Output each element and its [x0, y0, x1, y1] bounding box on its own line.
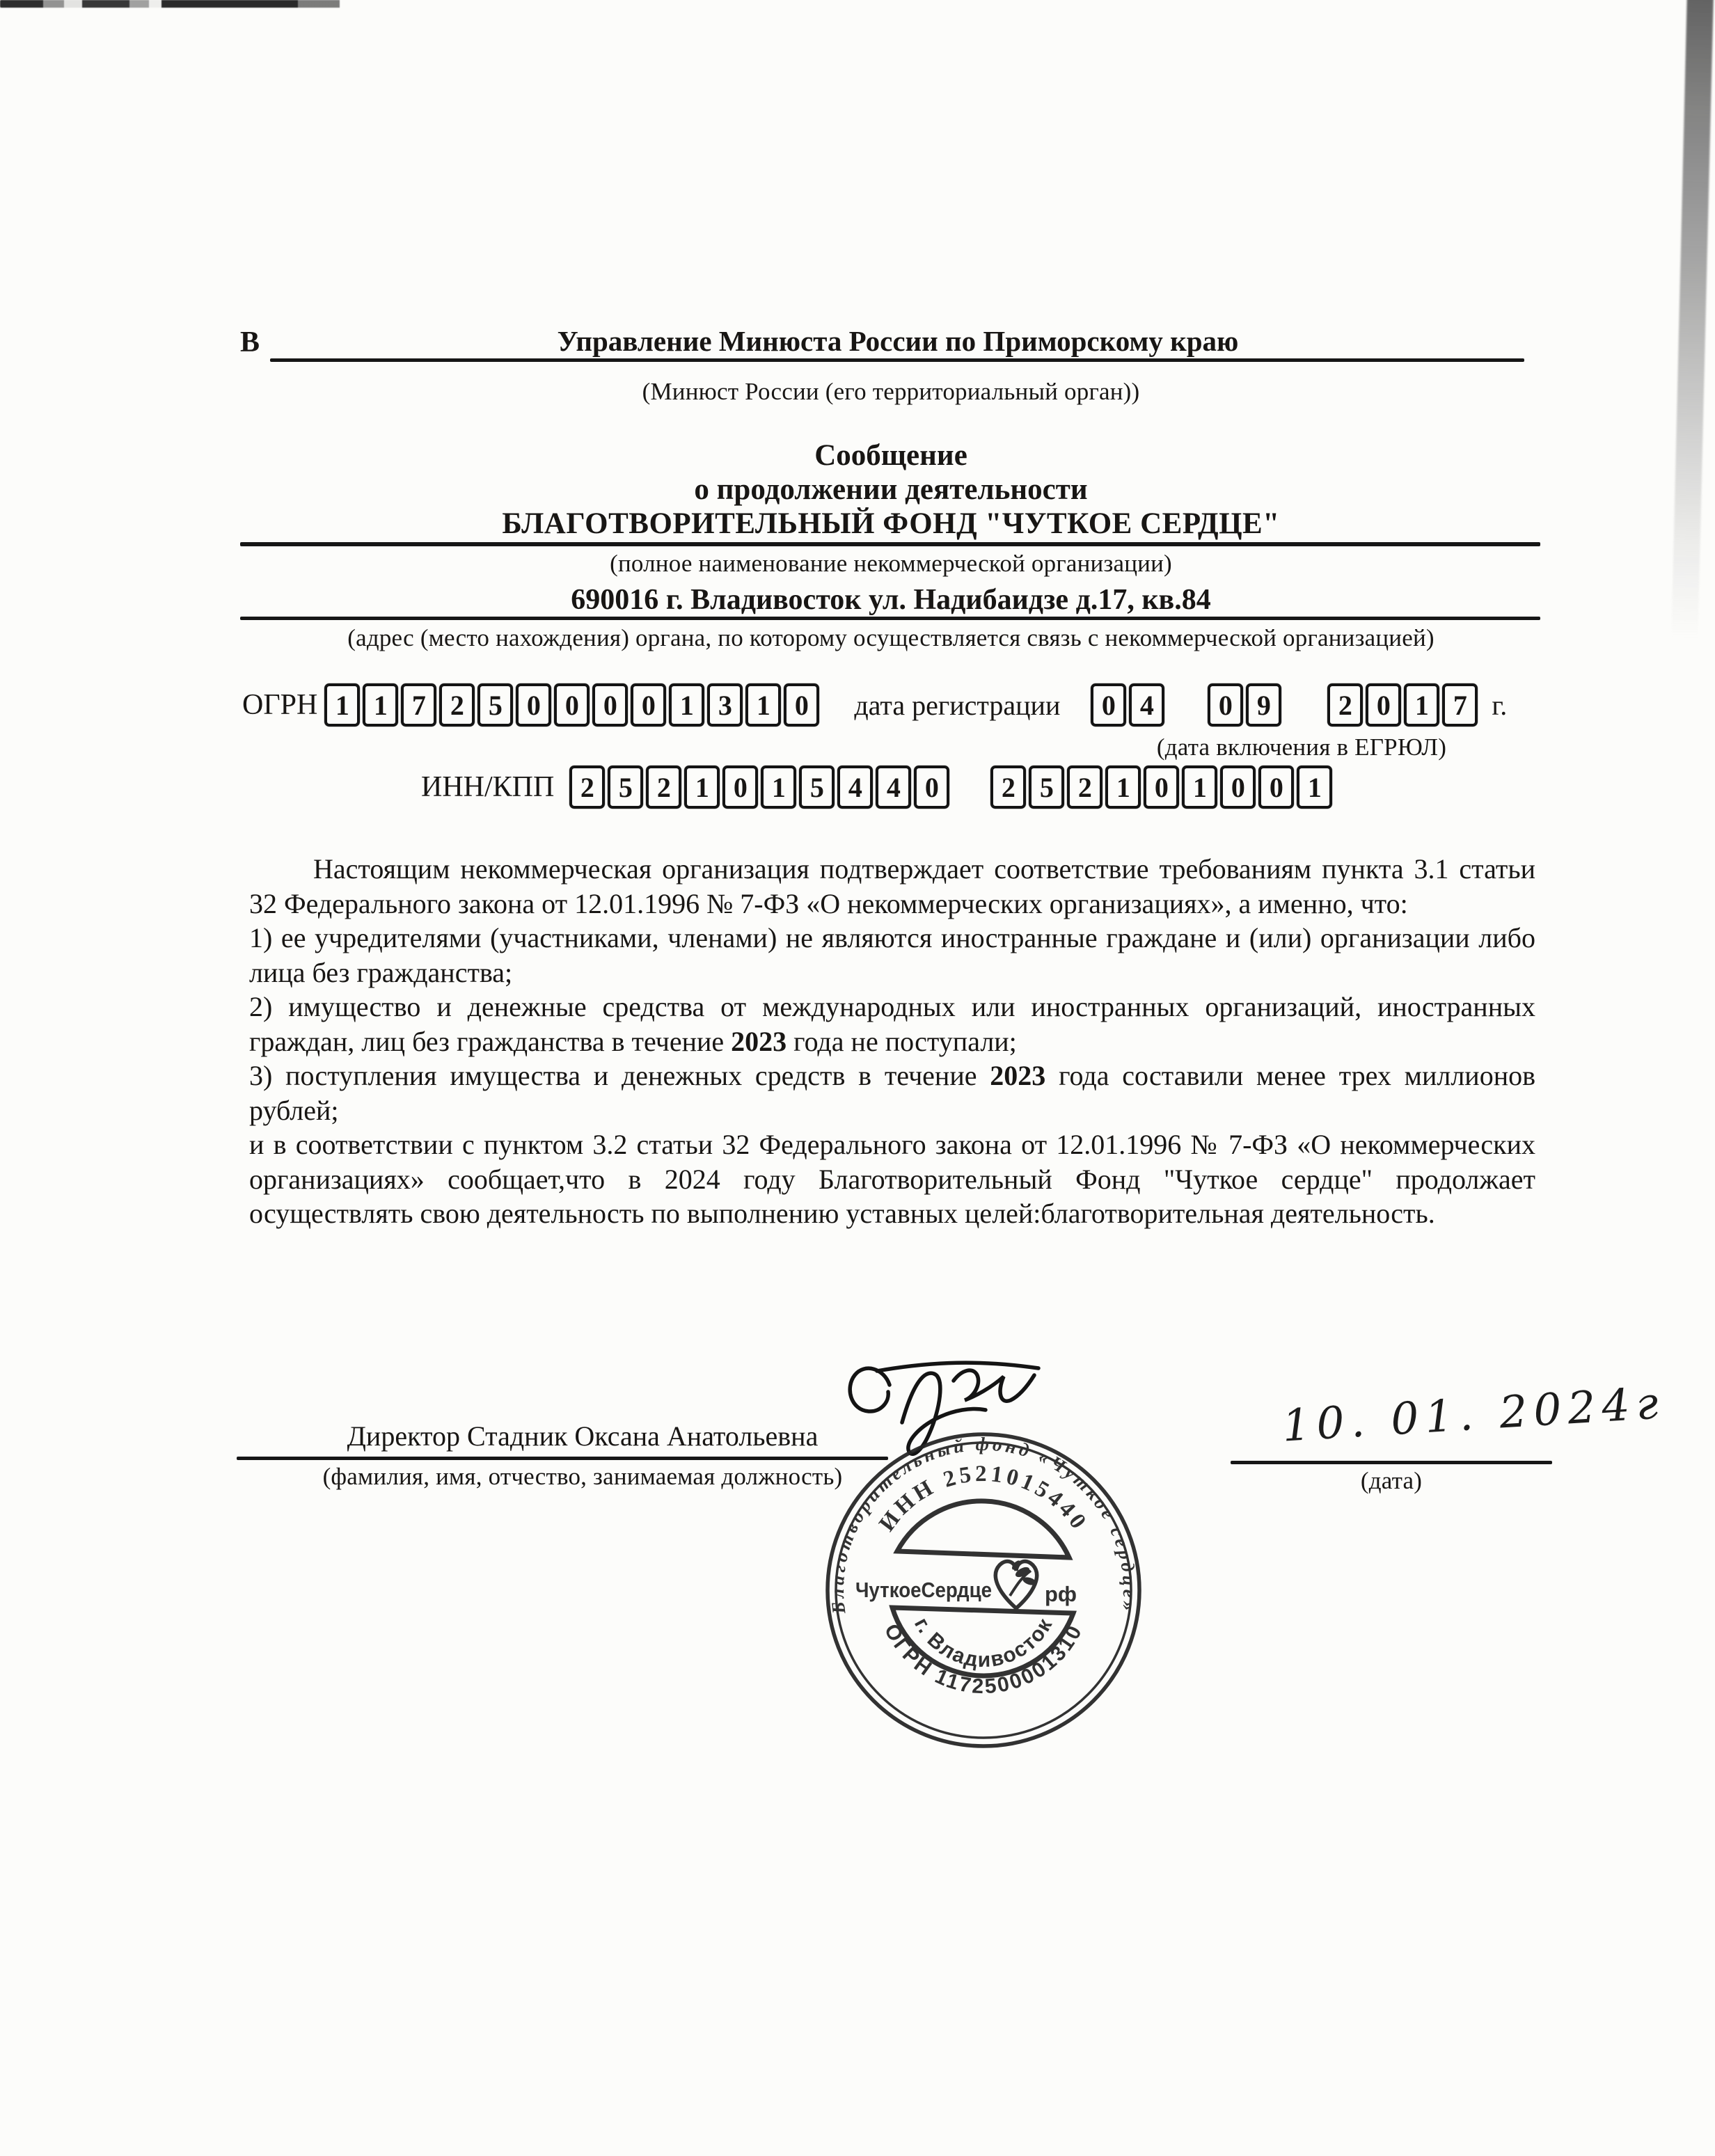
inn-digit-box: 0 — [722, 766, 758, 809]
stamp-logo-upper-segment — [897, 1501, 1069, 1557]
reg-year-digit-box: 7 — [1442, 683, 1478, 727]
innkpp-row — [421, 766, 1335, 809]
inn-digit-box: 1 — [761, 766, 796, 809]
item2-year: 2023 — [731, 1025, 787, 1057]
inn-digit-box: 2 — [569, 766, 605, 809]
organization-name: БЛАГОТВОРИТЕЛЬНЫЙ ФОНД "ЧУТКОЕ СЕРДЦЕ" — [502, 507, 1280, 540]
stamp-center-name: ЧуткоеСердце — [855, 1578, 992, 1602]
ogrn-label: ОГРН — [242, 689, 318, 721]
egrul-hint: (дата включения в ЕГРЮЛ) — [1156, 734, 1447, 761]
inn-digit-box: 5 — [799, 766, 835, 809]
kpp-digit-box: 2 — [990, 766, 1026, 809]
ogrn-digit-box: 1 — [669, 683, 704, 727]
organization-name-underline — [240, 542, 1540, 546]
recipient-underline — [270, 358, 1524, 362]
recipient-hint: (Минюст России (его территориальный орган)) — [642, 378, 1140, 405]
statement-closing: и в соответствии с пунктом 3.2 статьи 32 Федерального закона от 12.01.1996 № 7-ФЗ «О некоммерческих организациях» сообщает,что в 2024 году Благотворительный Фонд "Чуткое сердце" продолжает осуществлять свою деятельность по выполнению уставных целей:благотворительная деятельность. — [249, 1129, 1535, 1229]
signatory-name: Директор Стадник Оксана Анатольевна — [347, 1420, 819, 1452]
reg-day-digit-box: 0 — [1091, 683, 1126, 727]
stamp-center-domain: рф — [1045, 1582, 1077, 1606]
ogrn-digit-box: 0 — [516, 683, 551, 727]
ogrn-digit-box: 0 — [631, 683, 666, 727]
kpp-digit-box: 1 — [1105, 766, 1141, 809]
inn-digit-box: 4 — [837, 766, 873, 809]
ogrn-digit-box: 5 — [477, 683, 513, 727]
organization-address-hint: (адрес (место нахождения) органа, по которому осуществляется связь с некоммерческой организацией) — [347, 624, 1435, 651]
kpp-digit-box: 5 — [1029, 766, 1064, 809]
statement-body — [249, 852, 1535, 1231]
inn-digit-box: 5 — [608, 766, 643, 809]
reg-year-digit-box: 2 — [1327, 683, 1363, 727]
statement-intro: Настоящим некоммерческая организация подтверждает соответствие требованиям пункта 3.1 статьи 32 Федерального закона от 12.01.1996 № 7-ФЗ «О некоммерческих организациях», а именно, что: — [249, 853, 1535, 919]
kpp-digit-box: 0 — [1144, 766, 1179, 809]
scan-artifact-top-smudge — [0, 0, 370, 8]
inn-digit-box: 2 — [646, 766, 681, 809]
statement-item-3 — [249, 1059, 1535, 1127]
reg-day-digit-box: 4 — [1129, 683, 1164, 727]
kpp-digit-box: 1 — [1182, 766, 1217, 809]
signature-stroke — [850, 1368, 890, 1411]
kpp-digit-box: 0 — [1258, 766, 1294, 809]
ogrn-row — [242, 683, 1507, 727]
signature-hint: (фамилия, имя, отчество, занимаемая должность) — [322, 1463, 843, 1490]
document-title: Сообщение — [814, 439, 967, 472]
organization-address-underline — [240, 617, 1540, 620]
reg-month-digit-box: 9 — [1246, 683, 1281, 727]
inn-digit-box: 1 — [684, 766, 720, 809]
innkpp-label: ИНН/КПП — [421, 771, 555, 803]
registration-date-label: дата регистрации — [854, 689, 1061, 721]
stamp-city-arc: г. Владивосток — [909, 1613, 1058, 1672]
ogrn-digit-box: 1 — [363, 683, 398, 727]
kpp-digit-box: 2 — [1067, 766, 1102, 809]
year-suffix: г. — [1492, 689, 1508, 721]
reg-year-digit-box: 0 — [1366, 683, 1401, 727]
date-underline — [1231, 1461, 1552, 1464]
signature-underline — [237, 1457, 888, 1460]
handwritten-date: 10. 01. 2024г — [1281, 1377, 1666, 1452]
inn-digit-box: 4 — [876, 766, 911, 809]
ogrn-digit-box: 1 — [745, 683, 781, 727]
organization-address: 690016 г. Владивосток ул. Надибаидзе д.17, кв.84 — [571, 584, 1211, 616]
addressee-field-prefix: В — [240, 326, 260, 358]
stamp-ogrn-arc: ОГРН 1172500001310 — [879, 1619, 1088, 1699]
ogrn-digit-box: 0 — [784, 683, 819, 727]
inn-digit-box: 0 — [914, 766, 949, 809]
statement-item-2 — [249, 990, 1535, 1059]
item2-text: года не поступали; — [787, 1025, 1017, 1057]
kpp-digit-box: 1 — [1297, 766, 1332, 809]
organization-stamp — [825, 1432, 1142, 1749]
date-hint: (дата) — [1360, 1467, 1423, 1494]
reg-month-digit-box: 0 — [1208, 683, 1243, 727]
stamp-inn-arc: ИНН 2521015440 — [874, 1461, 1093, 1537]
ogrn-digit-box: 0 — [554, 683, 590, 727]
item3-text: 3) поступления имущества и денежных средств в течение — [249, 1060, 990, 1091]
ogrn-digit-box: 3 — [707, 683, 743, 727]
ogrn-digit-box: 0 — [592, 683, 628, 727]
ogrn-digit-box: 7 — [401, 683, 436, 727]
statement-item-1: 1) ее учредителями (участниками, членами) не являются иностранные граждане и (или) организации либо лица без гражданства; — [249, 922, 1535, 988]
document-subtitle: о продолжении деятельности — [694, 473, 1088, 506]
item2-text: 2) имущество и денежные средства от международных или иностранных организаций, иностранных граждан, лиц без гражданства в течение — [249, 991, 1535, 1057]
item3-text: года составили менее трех миллионов рублей; — [249, 1060, 1536, 1126]
organization-name-hint: (полное наименование некоммерческой организации) — [610, 550, 1172, 577]
kpp-digit-box: 0 — [1220, 766, 1256, 809]
ogrn-digit-box: 2 — [439, 683, 475, 727]
signature-flourish — [877, 1363, 1038, 1371]
reg-year-digit-box: 1 — [1404, 683, 1439, 727]
item3-year: 2023 — [990, 1060, 1046, 1091]
stamp-org-name-arc: Благотворительный фонд «Чуткое сердце» — [826, 1433, 1141, 1615]
ogrn-digit-box: 1 — [324, 683, 360, 727]
recipient-name: Управление Минюста России по Приморскому краю — [557, 325, 1239, 357]
signature-stroke — [954, 1370, 1034, 1401]
scan-artifact-page-edge-shadow — [1671, 0, 1714, 639]
